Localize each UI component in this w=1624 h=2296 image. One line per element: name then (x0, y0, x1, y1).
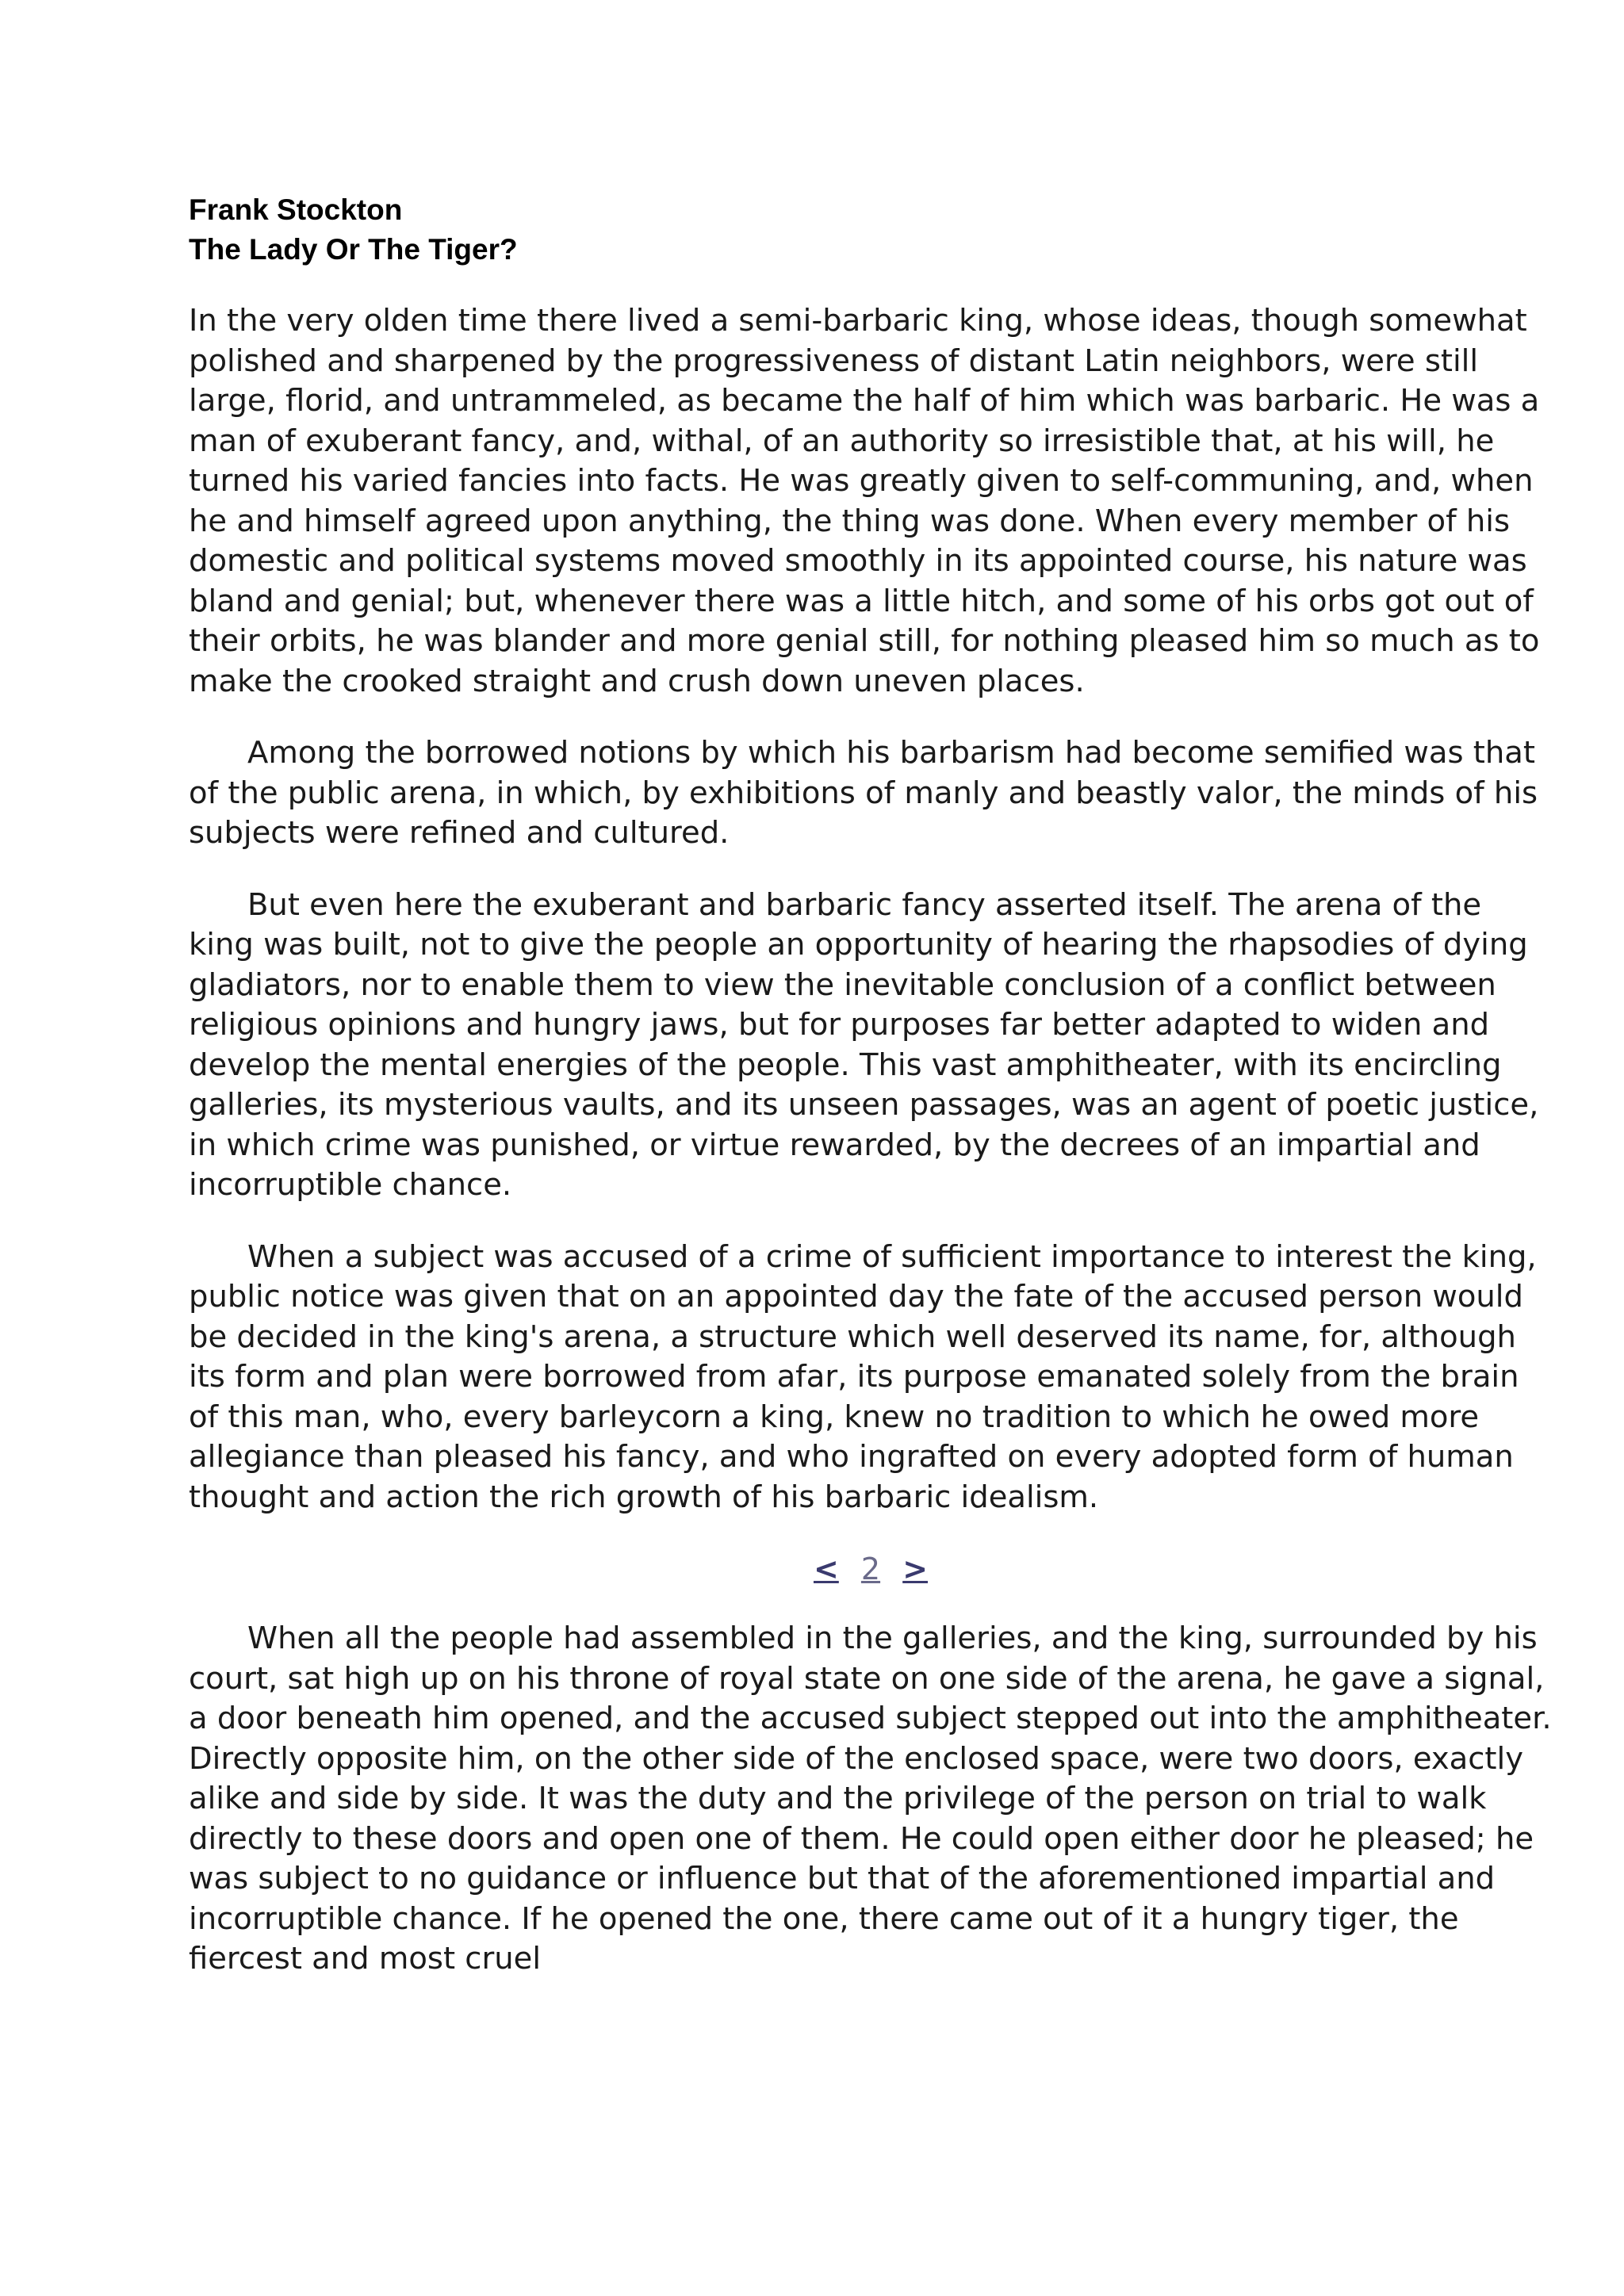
page-navigation (189, 1549, 1553, 1589)
next-page-link[interactable]: > (902, 1552, 929, 1586)
author-name: Frank Stockton (189, 193, 403, 226)
page-number: 2 (860, 1552, 881, 1586)
story-title: The Lady Or The Tiger? (189, 233, 518, 266)
document-page (189, 190, 1553, 2011)
paragraph: When a subject was accused of a crime of sufficient importance to interest the king, public notice was given that on an appointed day the fate of the accused person would be decided in the king's arena, a structure which well deserved its name, for, although its form and plan were borrowed from afar, its purpose emanated solely from the brain of this man, who, every barleycorn a king, knew no tradition to which he owed more allegiance than pleased his fancy, and who ingrafted on every adopted form of human thought and action the rich growth of his barbaric idealism. (189, 1238, 1537, 1515)
document-header (189, 190, 1553, 270)
paragraph: In the very olden time there lived a semi-barbaric king, whose ideas, though somewhat polished and sharpened by the progressiveness of distant Latin neighbors, were still large, florid, and untrammeled, as became the half of him which was barbaric. He was a man of exuberant fancy, and, withal, of an authority so irresistible that, at his will, he turned his varied fancies into facts. He was greatly given to self-communing, and, when he and himself agreed upon anything, the thing was done. When every member of his domestic and political systems moved smoothly in its appointed course, his nature was bland and genial; but, whenever there was a little hitch, and some of his orbs got out of their orbits, he was blander and more genial still, for nothing pleased him so much as to make the crooked straight and crush down uneven places. (189, 303, 1540, 699)
paragraph: Among the borrowed notions by which his barbarism had become semified was that of the public arena, in which, by exhibitions of manly and beastly valor, the minds of his subjects were refined and cultured. (189, 735, 1538, 851)
previous-page-link[interactable]: < (813, 1552, 839, 1586)
paragraph: But even here the exuberant and barbaric fancy asserted itself. The arena of the king was built, not to give the people an opportunity of hearing the rhapsodies of dying gladiators, nor to enable them to view the inevitable conclusion of a conflict between religious opinions and hungry jaws, but for purposes far better adapted to widen and develop the mental energies of the people. This vast amphitheater, with its encircling galleries, its mysterious vaults, and its unseen passages, was an agent of poetic justice, in which crime was punished, or virtue rewarded, by the decrees of an impartial and incorruptible chance. (189, 886, 1539, 1203)
paragraph: When all the people had assembled in the galleries, and the king, surrounded by his court, sat high up on his throne of royal state on one side of the arena, he gave a signal, a door beneath him opened, and the accused subject stepped out into the amphitheater. Directly opposite him, on the other side of the enclosed space, were two doors, exactly alike and side by side. It was the duty and the privilege of the person on trial to walk directly to these doors and open one of them. He could open either door he pleased; he was subject to no guidance or influence but that of the aforementioned impartial and incorruptible chance. If he opened the one, there came out of it a hungry tiger, the fiercest and most cruel (189, 1621, 1552, 1976)
